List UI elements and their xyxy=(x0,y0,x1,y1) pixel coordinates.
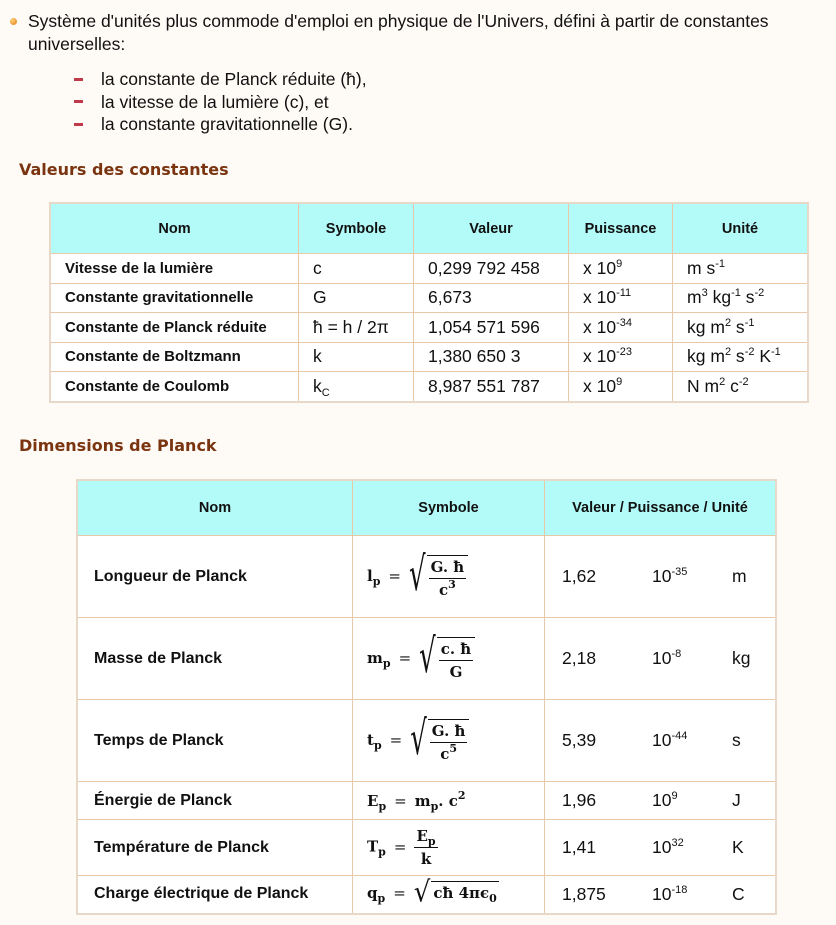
cell-formula: $T_p$ = $\frac{E_p}{k}$ xyxy=(353,820,545,876)
cell-formula: $l_p$ = √ $\frac{G. ħ}{c^3}$ xyxy=(353,536,545,618)
cell-symbol: $k_C$ xyxy=(299,372,414,402)
list-item: la constante de Planck réduite (ħ), xyxy=(74,68,828,91)
cell-name: Vitesse de la lumière xyxy=(50,254,299,284)
planck-table xyxy=(76,479,777,915)
unit: C xyxy=(732,883,745,904)
table-row xyxy=(77,700,776,782)
table-row xyxy=(77,618,776,700)
cell-power: x $10^{-11}$ xyxy=(569,283,673,313)
value: 2,18 xyxy=(562,648,597,668)
cell-value: 1,054 571 596 xyxy=(414,313,569,343)
unit: kg xyxy=(732,648,751,668)
list-item: la constante gravitationnelle (G). xyxy=(74,113,828,136)
cell-value-power-unit xyxy=(545,618,777,700)
cell-value-power-unit xyxy=(545,782,777,820)
table-header-row xyxy=(77,480,776,536)
cell-name: Température de Planck xyxy=(77,820,353,876)
fraction: $\frac{G. ħ}{c^3}$ xyxy=(430,557,465,599)
dash-icon xyxy=(74,100,83,103)
constants-table xyxy=(49,202,809,403)
power: $10^9$ xyxy=(652,790,678,810)
equals-sign: = xyxy=(393,837,407,856)
table-row xyxy=(50,313,808,343)
value: 1,875 xyxy=(562,883,606,904)
dash-icon xyxy=(74,78,83,81)
table-row xyxy=(77,536,776,618)
table-row xyxy=(50,254,808,284)
fraction: $\frac{G. ħ}{c^5}$ xyxy=(431,721,466,763)
cell-formula: $m_p$ = √ $\frac{c. ħ}{G}$ xyxy=(353,618,545,700)
table-row xyxy=(50,283,808,313)
cell-name: Constante gravitationnelle xyxy=(50,283,299,313)
cell-formula: $q_p$ = √ cħ $4\pi\epsilon_0$ xyxy=(353,876,545,914)
radical-icon: √ xyxy=(408,548,426,603)
unit: m xyxy=(732,566,747,586)
cell-symbol: G xyxy=(299,283,414,313)
power: $10^{-35}$ xyxy=(652,566,688,586)
cell-formula: $t_p$ = √ $\frac{G. ħ}{c^5}$ xyxy=(353,700,545,782)
col-header-symbole: Symbole xyxy=(299,203,414,254)
radical-icon: √ xyxy=(419,630,436,685)
value: 1,41 xyxy=(562,837,597,857)
table-row xyxy=(77,820,776,876)
cell-unit: N $m^2$ $c^{-2}$ xyxy=(673,372,809,402)
cell-value-power-unit xyxy=(545,876,777,914)
cell-unit: kg $m^2$ $s^{-1}$ xyxy=(673,313,809,343)
table-row xyxy=(50,342,808,372)
col-header-unite: Unité xyxy=(673,203,809,254)
col-header-nom: Nom xyxy=(50,203,299,254)
dash-icon xyxy=(74,123,83,126)
fraction: $\frac{E_p}{k}$ xyxy=(416,827,436,868)
cell-unit: $m^3$ $kg^{-1}$ $s^{-2}$ xyxy=(673,283,809,313)
radical-icon: √ xyxy=(413,876,431,910)
cell-name: Constante de Boltzmann xyxy=(50,342,299,372)
planck-section-title: Dimensions de Planck xyxy=(19,436,217,455)
value: 1,96 xyxy=(562,790,597,810)
cell-formula: $E_p = m_p$. $c^2$ xyxy=(353,782,545,820)
cell-value-power-unit xyxy=(545,820,777,876)
fraction: $\frac{c. ħ}{G}$ xyxy=(440,639,472,681)
power: $10^{-18}$ xyxy=(652,883,688,904)
cell-name: Masse de Planck xyxy=(77,618,353,700)
cell-symbol: k xyxy=(299,342,414,372)
cell-power: x $10^9$ xyxy=(569,254,673,284)
equals-sign: = xyxy=(394,791,407,810)
table-row xyxy=(77,876,776,914)
power: $10^{32}$ xyxy=(652,837,684,857)
cell-name: Constante de Planck réduite xyxy=(50,313,299,343)
square-root: √ cħ $4\pi\epsilon_0$ xyxy=(413,876,497,910)
table-row xyxy=(77,782,776,820)
cell-symbol: c xyxy=(299,254,414,284)
radical-icon: √ xyxy=(410,712,427,767)
table-row xyxy=(50,372,808,402)
col-header-nom: Nom xyxy=(77,480,353,536)
cell-power: x $10^{-23}$ xyxy=(569,342,673,372)
cell-power: x $10^9$ xyxy=(569,372,673,402)
equals-sign: = xyxy=(398,648,412,667)
col-header-valeur-puissance-unite: Valeur / Puissance / Unité xyxy=(545,480,777,536)
unit: s xyxy=(732,730,741,750)
cell-value-power-unit xyxy=(545,700,777,782)
equals-sign: = xyxy=(389,730,403,749)
cell-power: x $10^{-34}$ xyxy=(569,313,673,343)
cell-name: Longueur de Planck xyxy=(77,536,353,618)
cell-name: Charge électrique de Planck xyxy=(77,876,353,914)
equals-sign: = xyxy=(393,884,406,903)
constants-section-title: Valeurs des constantes xyxy=(19,160,229,179)
list-item: la vitesse de la lumière (c), et xyxy=(74,91,828,114)
cell-value: 6,673 xyxy=(414,283,569,313)
constants-list xyxy=(8,68,828,136)
bullet-icon xyxy=(10,18,17,25)
power: $10^{-8}$ xyxy=(652,648,682,668)
cell-name: Constante de Coulomb xyxy=(50,372,299,402)
cell-symbol: ħ = h / 2π xyxy=(299,313,414,343)
intro-paragraph xyxy=(8,10,828,56)
intro-text: Système d'unités plus commode d'emploi en physique de l'Univers, défini à partir de constantes universelles: xyxy=(28,11,769,54)
cell-unit: kg $m^2$ $s^{-2}$ $K^{-1}$ xyxy=(673,342,809,372)
cell-value-power-unit xyxy=(545,536,777,618)
power: $10^{-44}$ xyxy=(652,730,688,750)
value: 5,39 xyxy=(562,730,597,750)
cell-value: 8,987 551 787 xyxy=(414,372,569,402)
col-header-puissance: Puissance xyxy=(569,203,673,254)
value: 1,62 xyxy=(562,566,597,586)
unit: K xyxy=(732,837,744,857)
intro xyxy=(8,10,828,136)
col-header-valeur: Valeur xyxy=(414,203,569,254)
table-header-row xyxy=(50,203,808,254)
cell-name: Énergie de Planck xyxy=(77,782,353,820)
unit: J xyxy=(732,790,741,810)
cell-name: Temps de Planck xyxy=(77,700,353,782)
cell-unit: m $s^{-1}$ xyxy=(673,254,809,284)
col-header-symbole: Symbole xyxy=(353,480,545,536)
cell-value: 0,299 792 458 xyxy=(414,254,569,284)
cell-value: 1,380 650 3 xyxy=(414,342,569,372)
equals-sign: = xyxy=(388,566,401,585)
